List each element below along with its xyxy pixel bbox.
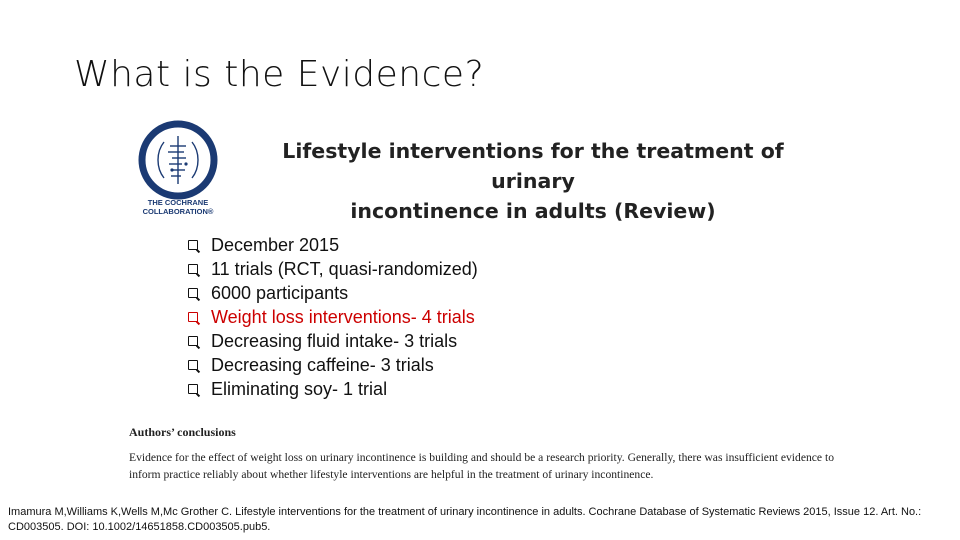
bullet-text: Weight loss interventions- 4 trials [211, 306, 475, 327]
list-item [188, 233, 478, 257]
checkbox-bullet-icon [188, 336, 198, 346]
bullet-text: Decreasing fluid intake- 3 trials [211, 330, 458, 351]
bullet-list [188, 233, 478, 401]
citation: Imamura M,Williams K,Wells M,Mc Grother C. Lifestyle interventions for the treatment of urinary incontinence in adults. Cochrane Database of Systematic Reviews 2015, Issue 12. Art. No.: CD003505. DOI: 10.1002/14651858.CD003505.pub5. [8, 506, 922, 533]
bullet-text: Decreasing caffeine- 3 trials [211, 354, 434, 375]
list-item [188, 281, 478, 305]
logo-caption [128, 198, 228, 216]
review-title-line1: Lifestyle interventions for the treatment of urinary [282, 139, 784, 193]
checkbox-bullet-icon [188, 384, 198, 394]
list-item [188, 377, 478, 401]
list-item-highlighted [188, 305, 478, 329]
list-item [188, 329, 478, 353]
checkbox-bullet-icon [188, 288, 198, 298]
slide-title: What is the Evidence? [74, 54, 485, 95]
bullet-text: 11 trials (RCT, quasi-randomized) [211, 258, 478, 279]
bullet-text: 6000 participants [211, 282, 349, 303]
checkbox-bullet-icon [188, 240, 198, 250]
conclusions-heading: Authors’ conclusions [129, 425, 236, 439]
conclusions-text: Evidence for the effect of weight loss on urinary incontinence is building and should be a research priority. Generally, there was insufficient evidence to inform practice reliably about whether lifestyle interventions are helpful in the treatment of urinary incontinence. [129, 451, 834, 481]
checkbox-bullet-icon [188, 264, 198, 274]
bullet-text: Eliminating soy- 1 trial [211, 378, 388, 399]
bullet-text: December 2015 [211, 234, 340, 255]
checkbox-bullet-icon [188, 360, 198, 370]
logo-caption-line1: THE COCHRANE [147, 198, 209, 207]
review-title [238, 136, 828, 226]
checkbox-bullet-icon [188, 312, 198, 322]
logo-caption-line2: COLLABORATION® [142, 207, 214, 216]
list-item [188, 353, 478, 377]
review-title-line2: incontinence in adults (Review) [350, 199, 716, 223]
list-item [188, 257, 478, 281]
